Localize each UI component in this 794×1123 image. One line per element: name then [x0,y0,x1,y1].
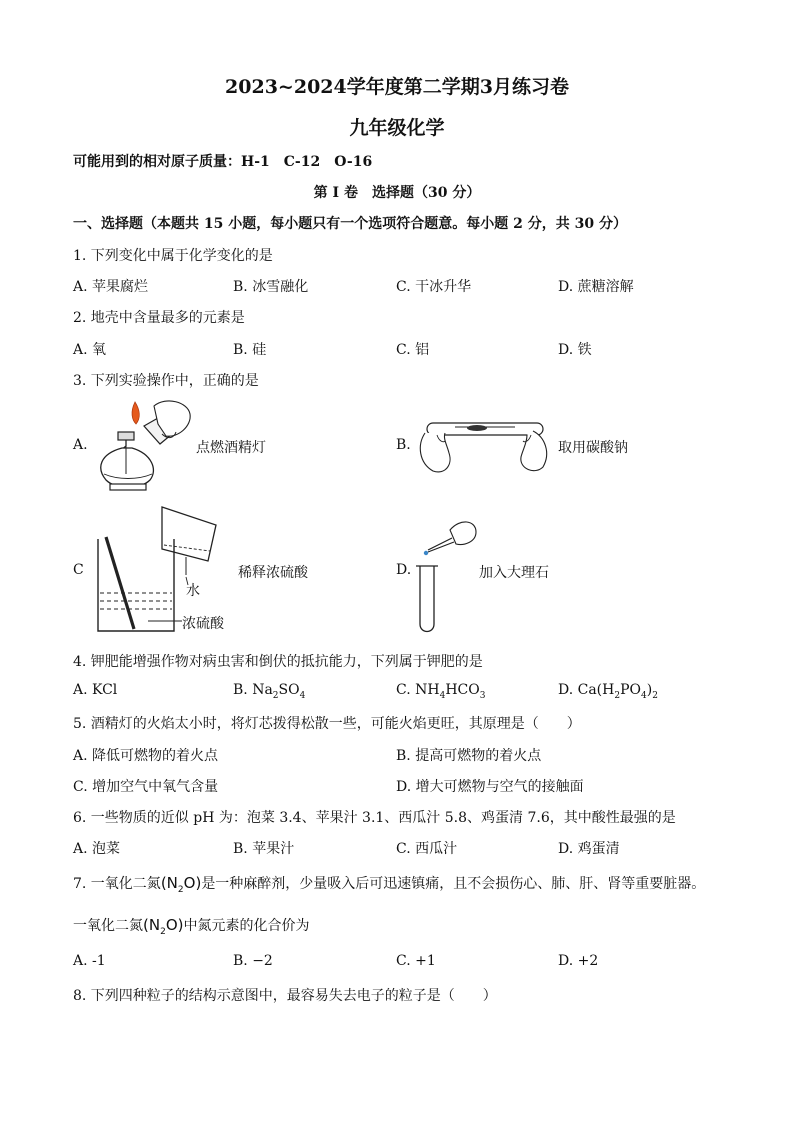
q7-stem-pre: 7. 一氧化二氮 [73,876,161,892]
q7-option-a: A. -1 [73,953,106,969]
q5-stem: 5. 酒精灯的火焰太小时，将灯芯拨得松散一些，可能火焰更旺，其原理是（ ） [73,716,581,732]
q3-option-c-acid-label: 浓硫酸 [182,616,224,632]
q4-option-c [396,682,485,701]
q4-option-b [233,682,305,701]
q4-option-a: A. KCl [73,682,118,698]
q7-formula-2-sub: 2 [160,927,166,937]
q7-line2-post: 中氮元素的化合价为 [183,918,310,934]
q4-c-mid: HCO [445,682,480,698]
exam-title: 2023~2024学年度第二学期3月练习卷 [225,76,569,98]
test-tube-horizontal-figure [415,405,555,477]
q3-option-a-label: 点燃酒精灯 [196,440,266,456]
left-hand [420,433,450,472]
q7-option-b: B. −2 [233,953,273,969]
q1-option-c: C. 干冰升华 [396,279,472,295]
section-title: 第 I 卷 选择题（30 分） [313,185,481,201]
lamp-body [101,448,154,488]
q2-option-b: B. 硅 [233,342,267,358]
q4-c-sub2: 3 [479,690,486,701]
q1-option-a: A. 苹果腐烂 [73,279,149,295]
q3-option-d-letter: D. [396,562,412,578]
q4-b-sub2: 4 [299,690,306,701]
q7-formula-sub: 2 [177,885,184,895]
q3-stem: 3. 下列实验操作中，正确的是 [73,373,259,389]
q7-formula-2: $(N_2O)$ [143,916,184,937]
q4-d-mid: PO [620,682,641,698]
q4-c-prefix: C. NH [396,682,440,698]
q4-d-sub1: 2 [614,690,621,701]
q4-b-prefix: B. Na [233,682,273,698]
q6-option-d: D. 鸡蛋清 [558,841,620,857]
q4-d-prefix: D. Ca(H [558,682,615,698]
lamp-base [110,484,146,490]
q7-formula: $(N_2O)$ [160,874,202,895]
right-hand [521,431,547,471]
q4-option-d [558,682,658,701]
q1-option-d: D. 蔗糖溶解 [558,279,634,295]
alcohol-lamp-figure [88,396,200,496]
q2-option-a: A. 氧 [73,342,107,358]
q6-stem: 6. 一些物质的近似 pH 为：泡菜 3.4、苹果汁 3.1、西瓜汁 5.8、鸡蛋清 7.6，其中酸性最强的是 [73,810,676,826]
q7-option-c: C. +1 [396,953,436,969]
q7-stem [73,873,705,895]
q3-option-c-label: 稀释浓硫酸 [238,565,308,581]
atomic-masses: 可能用到的相对原子质量：H-1 C-12 O-16 [73,154,373,170]
tilted-beaker [162,507,216,561]
q3-option-c-water-label: 水 [186,583,200,599]
q3-option-b-label: 取用碳酸钠 [558,440,628,456]
q5-option-c: C. 增加空气中氧气含量 [73,779,219,795]
q4-stem: 4. 钾肥能增强作物对病虫害和倒伏的抵抗能力，下列属于钾肥的是 [73,654,483,670]
q7-formula-o: O [183,874,196,892]
powder [467,425,487,431]
q7-stem-post: 是一种麻醉剂，少量吸入后可迅速镇痛，且不会损伤心、肺、肝、肾等重要脏器。 [201,876,706,892]
q5-option-a: A. 降低可燃物的着火点 [73,748,219,764]
test-tube-vertical-figure [410,510,480,634]
q7-formula-n: N [166,874,178,892]
hand-with-tweezers [450,522,476,545]
vertical-tube [420,566,434,632]
q3-option-c-letter: C [73,562,84,578]
q2-option-d: D. 铁 [558,342,592,358]
q7-line2 [73,915,310,937]
q2-option-c: C. 铝 [396,342,430,358]
q3-option-a-letter: A. [73,437,88,453]
q1-stem: 1. 下列变化中属于化学变化的是 [73,248,273,264]
q6-option-c: C. 西瓜汁 [396,841,458,857]
q3-option-d-label: 加入大理石 [479,565,549,581]
wick-holder [118,432,134,440]
q1-option-b: B. 冰雪融化 [233,279,309,295]
q4-d-end: ) [646,682,653,698]
part-heading: 一、选择题（本题共 15 小题，每小题只有一个选项符合题意。每小题 2 分，共 30 分） [73,216,627,232]
glass-rod [106,537,134,629]
q3-option-b-letter: B. [396,437,411,453]
q5-option-d: D. 增大可燃物与空气的接触面 [396,779,584,795]
flame-shape [132,402,139,424]
q4-d-sub2: 4 [641,690,647,701]
q4-d-sub3: 2 [652,690,658,701]
q7-formula-2-n: N [148,916,161,934]
q4-b-sub1: 2 [272,690,279,701]
q6-option-a: A. 泡菜 [73,841,121,857]
q5-option-b: B. 提高可燃物的着火点 [396,748,542,764]
q7-option-d: D. +2 [558,953,599,969]
marble-piece [424,551,428,555]
q8-stem: 8. 下列四种粒子的结构示意图中，最容易失去电子的粒子是（ ） [73,988,497,1004]
q4-b-mid: SO [278,682,300,698]
q2-stem: 2. 地壳中含量最多的元素是 [73,310,245,326]
q7-formula-2-o: O [165,916,178,934]
q6-option-b: B. 苹果汁 [233,841,295,857]
q7-line2-pre: 一氧化二氮 [73,918,143,934]
exam-subtitle: 九年级化学 [349,117,445,139]
q4-c-sub1: 4 [439,690,446,701]
